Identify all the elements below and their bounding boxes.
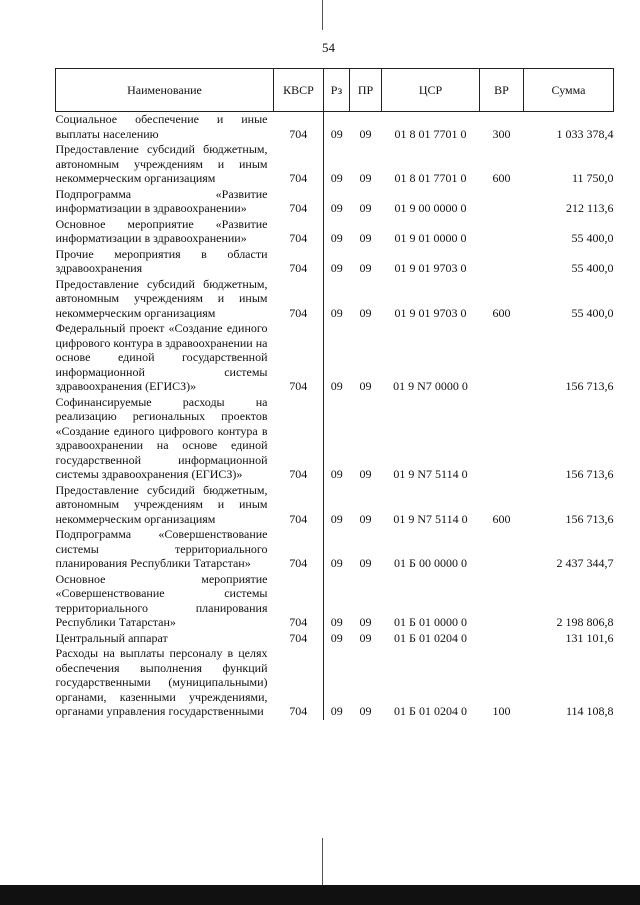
header-kvsr: КВСР: [274, 69, 324, 112]
row-vr: [480, 247, 524, 277]
row-vr: [480, 217, 524, 247]
header-csr: ЦСР: [382, 69, 480, 112]
row-pr: 09: [359, 467, 372, 481]
table-row: [56, 142, 614, 187]
row-rz: 09: [324, 646, 350, 720]
row-vr: 300: [492, 126, 511, 141]
row-csr: 01 8 01 7701 0: [394, 126, 467, 141]
row-kvsr: 704: [289, 704, 308, 718]
row-pr: 09: [359, 201, 372, 215]
row-name: Предоставление субсидий бюджетным, автономным учреждениям и иным некоммерческим организациям: [55, 276, 268, 320]
budget-table: [55, 68, 614, 720]
row-pr: 09: [359, 231, 372, 245]
row-rz: 09: [324, 321, 350, 395]
table-row: [56, 277, 614, 322]
row-rz: 09: [324, 572, 350, 631]
row-pr: 09: [359, 556, 372, 570]
row-name: Основное мероприятие «Развитие информатизации в здравоохранении»: [55, 216, 268, 245]
row-kvsr: 704: [289, 467, 308, 481]
row-pr: 09: [359, 305, 372, 320]
row-kvsr: 704: [289, 261, 308, 275]
row-kvsr: 704: [289, 556, 308, 570]
row-kvsr: 704: [289, 615, 308, 629]
row-vr: 600: [492, 511, 511, 526]
header-vr: ВР: [480, 69, 524, 112]
row-sum: 156 713,6: [565, 467, 614, 481]
row-name: Федеральный проект «Создание единого цифрового контура в здравоохранении на основе единой государственной информационной системы здравоохранения (ЕГИСЗ)»: [55, 321, 268, 393]
table-row: [56, 247, 614, 277]
table-row: [56, 112, 614, 143]
row-csr: 01 9 01 9703 0: [394, 261, 467, 275]
row-kvsr: 704: [289, 305, 308, 320]
row-rz: 09: [324, 247, 350, 277]
row-csr: 01 9 N7 0000 0: [393, 379, 468, 393]
row-vr: [480, 572, 524, 631]
row-rz: 09: [324, 142, 350, 187]
page-fold-line-top: [322, 0, 323, 30]
row-sum: 212 113,6: [565, 201, 614, 215]
row-vr: [480, 187, 524, 217]
row-vr: [480, 631, 524, 647]
table-row: [56, 395, 614, 483]
row-name: Прочие мероприятия в области здравоохранения: [55, 246, 268, 275]
table-row: [56, 572, 614, 631]
row-sum: 55 400,0: [571, 231, 614, 245]
table-row: [56, 646, 614, 720]
row-sum: 11 750,0: [571, 171, 614, 185]
table-row: [56, 187, 614, 217]
row-rz: 09: [324, 112, 350, 143]
row-csr: 01 8 01 7701 0: [394, 171, 467, 185]
row-pr: 09: [359, 615, 372, 629]
row-csr: 01 Б 01 0204 0: [394, 630, 467, 645]
header-pr: ПР: [350, 69, 382, 112]
row-kvsr: 704: [289, 231, 308, 245]
row-pr: 09: [359, 379, 372, 393]
row-vr: [480, 395, 524, 483]
row-rz: 09: [324, 217, 350, 247]
row-kvsr: 704: [289, 171, 308, 185]
row-name: Подпрограмма «Совершенствование системы территориального планирования Республики Татарстан»: [55, 527, 268, 570]
row-sum: 55 400,0: [571, 261, 614, 275]
row-vr: [480, 527, 524, 572]
row-name: Предоставление субсидий бюджетным, автономным учреждениям и иным некоммерческим организациям: [55, 142, 268, 185]
row-csr: 01 9 N7 5114 0: [393, 467, 468, 481]
row-csr: 01 Б 01 0204 0: [394, 704, 467, 718]
table-header-row: [56, 69, 614, 112]
row-name: Основное мероприятие «Совершенствование системы территориального планирования Республики Татарстан»: [55, 571, 268, 629]
row-vr: 600: [492, 171, 511, 185]
row-name: Центральный аппарат: [55, 630, 168, 645]
row-rz: 09: [324, 483, 350, 528]
row-rz: 09: [324, 187, 350, 217]
row-name: Подпрограмма «Развитие информатизации в здравоохранении»: [55, 186, 268, 215]
row-vr: 600: [492, 305, 511, 320]
row-name: Расходы на выплаты персоналу в целях обеспечения выполнения функций государственными (муниципальными) органами, казенными учреждениями, органами управления государственными: [55, 646, 268, 718]
row-name: Социальное обеспечение и иные выплаты населению: [55, 112, 268, 141]
row-sum: 114 108,8: [565, 704, 614, 718]
row-sum: 156 713,6: [565, 511, 614, 526]
row-sum: 55 400,0: [571, 305, 614, 320]
table-row: [56, 631, 614, 647]
row-pr: 09: [359, 261, 372, 275]
row-kvsr: 704: [289, 630, 308, 645]
row-kvsr: 704: [289, 511, 308, 526]
row-sum: 1 033 378,4: [556, 126, 614, 141]
row-kvsr: 704: [289, 201, 308, 215]
header-sum: Сумма: [524, 69, 614, 112]
row-pr: 09: [359, 126, 372, 141]
table-row: [56, 217, 614, 247]
row-rz: 09: [324, 277, 350, 322]
row-sum: 2 437 344,7: [556, 556, 614, 570]
row-pr: 09: [359, 171, 372, 185]
row-csr: 01 9 01 9703 0: [394, 305, 467, 320]
header-name: Наименование: [56, 69, 274, 112]
row-name: Софинансируемые расходы на реализацию региональных проектов «Создание единого цифрового контура в здравоохранении на основе единой государственной информационной системы здравоохранения (ЕГИСЗ)»: [55, 394, 268, 481]
row-vr: 100: [492, 704, 511, 718]
table-row: [56, 321, 614, 395]
row-csr: 01 Б 01 0000 0: [394, 615, 467, 629]
row-sum: 156 713,6: [565, 379, 614, 393]
row-rz: 09: [324, 527, 350, 572]
row-sum: 131 101,6: [565, 630, 614, 645]
row-rz: 09: [324, 395, 350, 483]
row-sum: 2 198 806,8: [556, 615, 614, 629]
row-pr: 09: [359, 704, 372, 718]
table-row: [56, 527, 614, 572]
page-number: 54: [322, 40, 335, 55]
row-pr: 09: [359, 511, 372, 526]
row-csr: 01 Б 00 0000 0: [394, 556, 467, 570]
row-rz: 09: [324, 631, 350, 647]
table-row: [56, 483, 614, 528]
row-csr: 01 9 01 0000 0: [394, 231, 467, 245]
row-vr: [480, 321, 524, 395]
row-kvsr: 704: [289, 379, 308, 393]
scan-edge-band: [0, 885, 640, 905]
row-pr: 09: [359, 630, 372, 645]
row-csr: 01 9 N7 5114 0: [393, 511, 468, 526]
header-rz: Рз: [324, 69, 350, 112]
row-name: Предоставление субсидий бюджетным, автономным учреждениям и иным некоммерческим организациям: [55, 482, 268, 526]
row-kvsr: 704: [289, 126, 308, 141]
row-csr: 01 9 00 0000 0: [394, 201, 467, 215]
